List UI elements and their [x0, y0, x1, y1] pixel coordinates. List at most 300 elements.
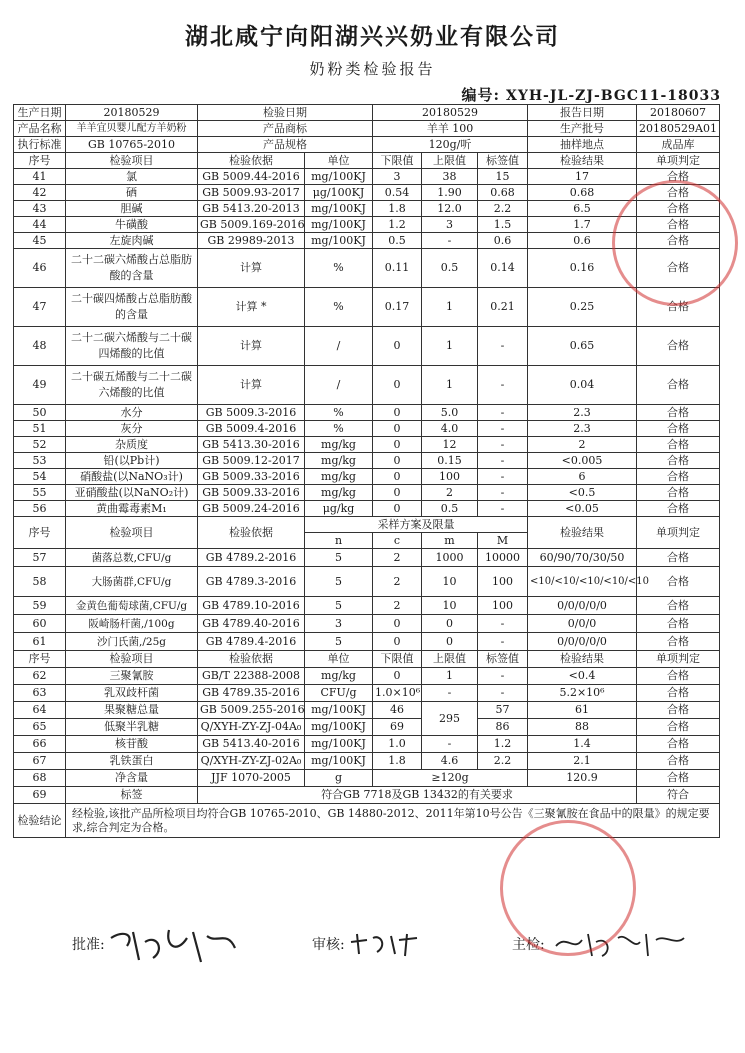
- column-header: 检验依据: [198, 517, 305, 549]
- header-row: [14, 651, 720, 668]
- table-cell: 3: [422, 217, 478, 233]
- table-cell: 12: [422, 437, 478, 453]
- table-cell: 0: [422, 633, 478, 651]
- table-cell: GB 5009.255-2016: [198, 702, 305, 719]
- table-cell: 0.5: [422, 501, 478, 517]
- info-label: 产品规格: [198, 137, 373, 153]
- table-cell: 44: [14, 217, 66, 233]
- column-sub-header: c: [373, 533, 422, 549]
- table-cell: 0/0/0/0/0: [528, 597, 637, 615]
- table-cell: 0: [373, 327, 422, 366]
- table-cell: 42: [14, 185, 66, 201]
- table-cell: mg/kg: [305, 437, 373, 453]
- table-cell: <0.005: [528, 453, 637, 469]
- table-row: [14, 770, 720, 787]
- info-row-2: [14, 121, 720, 137]
- table-cell: 牛磺酸: [66, 217, 198, 233]
- table-row: [14, 366, 720, 405]
- table-cell: 2.1: [528, 753, 637, 770]
- table-cell: 合格: [637, 288, 720, 327]
- table-row: [14, 453, 720, 469]
- table-cell: 硒: [66, 185, 198, 201]
- table-cell: 0: [373, 421, 422, 437]
- table-cell: -: [478, 501, 528, 517]
- net-content-limit: ≥120g: [373, 770, 528, 787]
- table-cell: 0.25: [528, 288, 637, 327]
- table-cell: 合格: [637, 201, 720, 217]
- table-cell: 硝酸盐(以NaNO₃计): [66, 469, 198, 485]
- table-cell: 2.3: [528, 405, 637, 421]
- table-cell: 亚硝酸盐(以NaNO₂计): [66, 485, 198, 501]
- table-cell: 0: [373, 501, 422, 517]
- table-row: [14, 437, 720, 453]
- table-cell: 6.5: [528, 201, 637, 217]
- table-cell: 合格: [637, 668, 720, 685]
- column-header: 上限值: [422, 153, 478, 169]
- info-value: GB 10765-2010: [66, 137, 198, 153]
- table-cell: 0/0/0/0/0: [528, 633, 637, 651]
- table-cell: 0.6: [478, 233, 528, 249]
- table-cell: 沙门氏菌,/25g: [66, 633, 198, 651]
- info-value: 20180529A01: [637, 121, 720, 137]
- table-cell: 1.0×10⁶: [373, 685, 422, 702]
- table-cell: 合格: [637, 685, 720, 702]
- table-row: [14, 421, 720, 437]
- physicochemical-section: [14, 153, 720, 517]
- table-cell: 57: [478, 702, 528, 719]
- table-cell: 合格: [637, 405, 720, 421]
- table-cell: 46: [373, 702, 422, 719]
- table-cell: 1000: [422, 549, 478, 567]
- column-header: 序号: [14, 153, 66, 169]
- table-cell: 合格: [637, 217, 720, 233]
- table-cell: 0: [422, 615, 478, 633]
- table-cell: 48: [14, 327, 66, 366]
- column-sub-header: M: [478, 533, 528, 549]
- info-row-3: [14, 137, 720, 153]
- table-cell: GB 5009.4-2016: [198, 421, 305, 437]
- table-cell: 0.6: [528, 233, 637, 249]
- table-row: [14, 217, 720, 233]
- column-header: 检验结果: [528, 517, 637, 549]
- table-cell: 0.16: [528, 249, 637, 288]
- table-cell: 0.65: [528, 327, 637, 366]
- info-value: 20180529: [66, 105, 198, 121]
- column-header: 采样方案及限量: [305, 517, 528, 533]
- table-cell: 1.8: [373, 753, 422, 770]
- table-cell: 合格: [637, 615, 720, 633]
- table-cell: 计算: [198, 327, 305, 366]
- table-cell: -: [478, 366, 528, 405]
- table-cell: 58: [14, 567, 66, 597]
- table-cell: GB 5009.169-2016: [198, 217, 305, 233]
- table-cell: mg/100KJ: [305, 233, 373, 249]
- table-cell: 0.54: [373, 185, 422, 201]
- inspector-label: 主检:: [512, 937, 545, 953]
- table-cell: 1.0: [373, 736, 422, 753]
- table-cell: 胆碱: [66, 201, 198, 217]
- table-cell: GB 29989-2013: [198, 233, 305, 249]
- table-cell: -: [478, 405, 528, 421]
- table-row: [14, 501, 720, 517]
- column-header: 检验项目: [66, 153, 198, 169]
- table-cell: 合格: [637, 421, 720, 437]
- table-cell: 0.04: [528, 366, 637, 405]
- table-cell: 合格: [637, 327, 720, 366]
- table-cell: 0: [373, 405, 422, 421]
- label-row: [14, 787, 720, 804]
- table-cell: <0.05: [528, 501, 637, 517]
- report-number-value: XYH-JL-ZJ-BGC11-18033: [505, 88, 721, 104]
- table-cell: mg/kg: [305, 453, 373, 469]
- table-cell: 0.21: [478, 288, 528, 327]
- table-cell: 0.5: [422, 249, 478, 288]
- table-cell: 0/0/0: [528, 615, 637, 633]
- table-cell: GB 5009.24-2016: [198, 501, 305, 517]
- table-cell: GB 5009.33-2016: [198, 485, 305, 501]
- table-row: [14, 327, 720, 366]
- table-cell: 大肠菌群,CFU/g: [66, 567, 198, 597]
- table-row: [14, 597, 720, 615]
- table-cell: 4.0: [422, 421, 478, 437]
- table-cell: 水分: [66, 405, 198, 421]
- table-cell: 5: [305, 633, 373, 651]
- table-cell: <0.5: [528, 485, 637, 501]
- column-sub-header: n: [305, 533, 373, 549]
- table-cell: 左旋肉碱: [66, 233, 198, 249]
- table-cell: 合格: [637, 549, 720, 567]
- table-cell: 2: [373, 567, 422, 597]
- report-table: [13, 104, 720, 838]
- table-cell: 65: [14, 719, 66, 736]
- table-row: [14, 233, 720, 249]
- table-cell: 合格: [637, 597, 720, 615]
- conclusion-section: [14, 804, 720, 838]
- table-cell: mg/100KJ: [305, 736, 373, 753]
- table-cell: <0.4: [528, 668, 637, 685]
- table-cell: 2: [373, 597, 422, 615]
- table-cell: GB 5413.40-2016: [198, 736, 305, 753]
- table-cell: 铅(以Pb计): [66, 453, 198, 469]
- table-cell: -: [478, 685, 528, 702]
- table-cell: 38: [422, 169, 478, 185]
- column-header: 检验结果: [528, 153, 637, 169]
- table-cell: -: [478, 615, 528, 633]
- table-cell: 10000: [478, 549, 528, 567]
- table-cell: -: [478, 421, 528, 437]
- table-cell: 10: [422, 567, 478, 597]
- table-cell: 69: [373, 719, 422, 736]
- table-cell: 黄曲霉毒素M₁: [66, 501, 198, 517]
- column-header: 单位: [305, 153, 373, 169]
- table-cell: 100: [478, 597, 528, 615]
- column-header: 检验项目: [66, 651, 198, 668]
- table-cell: 49: [14, 366, 66, 405]
- table-cell: GB 5009.12-2017: [198, 453, 305, 469]
- table-cell: 1.5: [478, 217, 528, 233]
- table-cell: %: [305, 405, 373, 421]
- table-cell: 合格: [637, 453, 720, 469]
- table-cell: 二十二碳六烯酸与二十碳四烯酸的比值: [66, 327, 198, 366]
- table-cell: 6: [528, 469, 637, 485]
- table-cell: 乳双歧杆菌: [66, 685, 198, 702]
- table-cell: 菌落总数,CFU/g: [66, 549, 198, 567]
- report-number-label: 编号:: [461, 86, 501, 104]
- table-cell: 0: [373, 485, 422, 501]
- table-cell: mg/100KJ: [305, 702, 373, 719]
- info-label: 产品名称: [14, 121, 66, 137]
- table-cell: 合格: [637, 501, 720, 517]
- table-cell: 5: [305, 567, 373, 597]
- shared-upper-limit: 295: [422, 702, 478, 736]
- table-cell: 净含量: [66, 770, 198, 787]
- table-cell: GB 4789.2-2016: [198, 549, 305, 567]
- column-header: 单项判定: [637, 153, 720, 169]
- table-cell: 2: [528, 437, 637, 453]
- info-row-1: [14, 105, 720, 121]
- table-cell: 57: [14, 549, 66, 567]
- table-cell: 3: [305, 615, 373, 633]
- table-cell: mg/100KJ: [305, 217, 373, 233]
- approve-signature: [105, 924, 245, 968]
- table-cell: 1.2: [373, 217, 422, 233]
- label-requirement: 符合GB 7718及GB 13432的有关要求: [198, 787, 637, 804]
- conclusion-text: 经检验,该批产品所检项目均符合GB 10765-2010、GB 14880-2012、2011年第10号公告《三聚氰胺在食品中的限量》的规定要求,综合判定为合格。: [66, 804, 720, 838]
- table-cell: 二十碳四烯酸占总脂肪酸的含量: [66, 288, 198, 327]
- table-row: [14, 685, 720, 702]
- info-label: 检验日期: [198, 105, 373, 121]
- table-cell: 合格: [637, 437, 720, 453]
- table-cell: 合格: [637, 702, 720, 719]
- table-cell: 5: [305, 597, 373, 615]
- other-items-section: [14, 651, 720, 804]
- table-cell: 100: [478, 567, 528, 597]
- report-number: [462, 84, 721, 105]
- column-header: 序号: [14, 517, 66, 549]
- column-sub-header: m: [422, 533, 478, 549]
- table-cell: 41: [14, 169, 66, 185]
- table-cell: 17: [528, 169, 637, 185]
- table-row: [14, 469, 720, 485]
- column-header: 序号: [14, 651, 66, 668]
- table-row: [14, 169, 720, 185]
- table-cell: 1.90: [422, 185, 478, 201]
- info-value: 羊羊宜贝婴儿配方羊奶粉: [66, 121, 198, 137]
- approve-label: 批准:: [72, 937, 105, 953]
- table-cell: 43: [14, 201, 66, 217]
- table-cell: /: [305, 366, 373, 405]
- column-header: 检验依据: [198, 651, 305, 668]
- column-header: 单项判定: [637, 517, 720, 549]
- table-row: [14, 719, 720, 736]
- table-cell: 68: [14, 770, 66, 787]
- table-cell: 120.9: [528, 770, 637, 787]
- table-cell: 0: [373, 668, 422, 685]
- table-cell: 2.2: [478, 753, 528, 770]
- table-cell: 53: [14, 453, 66, 469]
- table-cell: mg/kg: [305, 668, 373, 685]
- table-cell: 0.15: [422, 453, 478, 469]
- header-row: [14, 517, 720, 533]
- table-cell: 1.2: [478, 736, 528, 753]
- table-cell: 55: [14, 485, 66, 501]
- table-cell: 计算: [198, 249, 305, 288]
- table-cell: 乳铁蛋白: [66, 753, 198, 770]
- table-cell: Q/XYH-ZY-ZJ-02A₀: [198, 753, 305, 770]
- table-row: [14, 485, 720, 501]
- table-cell: 灰分: [66, 421, 198, 437]
- table-cell: 合格: [637, 185, 720, 201]
- column-header: 检验结果: [528, 651, 637, 668]
- info-value: 20180529: [373, 105, 528, 121]
- table-cell: 合格: [637, 719, 720, 736]
- table-cell: 杂质度: [66, 437, 198, 453]
- table-cell: μg/100KJ: [305, 185, 373, 201]
- table-cell: 合格: [637, 249, 720, 288]
- table-cell: GB/T 22388-2008: [198, 668, 305, 685]
- table-cell: 2.2: [478, 201, 528, 217]
- table-cell: 88: [528, 719, 637, 736]
- table-cell: 15: [478, 169, 528, 185]
- table-row: [14, 405, 720, 421]
- company-title: 湖北咸宁向阳湖兴兴奶业有限公司: [185, 23, 560, 50]
- table-cell: 合格: [637, 633, 720, 651]
- table-cell: 核苷酸: [66, 736, 198, 753]
- table-cell: GB 5009.44-2016: [198, 169, 305, 185]
- table-row: [14, 201, 720, 217]
- table-row: [14, 702, 720, 719]
- table-cell: 金黄色葡萄球菌,CFU/g: [66, 597, 198, 615]
- table-cell: 61: [528, 702, 637, 719]
- review-label: 审核:: [312, 937, 345, 953]
- table-row: [14, 668, 720, 685]
- table-cell: 合格: [637, 485, 720, 501]
- table-cell: 63: [14, 685, 66, 702]
- table-cell: 0: [373, 453, 422, 469]
- table-cell: mg/100KJ: [305, 169, 373, 185]
- table-cell: 阪崎肠杆菌,/100g: [66, 615, 198, 633]
- table-cell: -: [422, 685, 478, 702]
- column-header: 下限值: [373, 651, 422, 668]
- table-cell: 0.14: [478, 249, 528, 288]
- info-label: 执行标准: [14, 137, 66, 153]
- table-cell: GB 5413.20-2013: [198, 201, 305, 217]
- info-label: 抽样地点: [528, 137, 637, 153]
- table-cell: /: [305, 327, 373, 366]
- info-label: 报告日期: [528, 105, 637, 121]
- column-header: 上限值: [422, 651, 478, 668]
- table-cell: GB 5009.3-2016: [198, 405, 305, 421]
- table-cell: 0.5: [373, 233, 422, 249]
- table-cell: 氯: [66, 169, 198, 185]
- table-cell: 51: [14, 421, 66, 437]
- table-cell: mg/100KJ: [305, 201, 373, 217]
- table-cell: 60: [14, 615, 66, 633]
- table-cell: 46: [14, 249, 66, 288]
- table-cell: GB 5413.30-2016: [198, 437, 305, 453]
- table-cell: 符合: [637, 787, 720, 804]
- table-cell: 61: [14, 633, 66, 651]
- table-cell: -: [478, 485, 528, 501]
- table-cell: mg/kg: [305, 485, 373, 501]
- table-cell: 1.4: [528, 736, 637, 753]
- table-cell: 67: [14, 753, 66, 770]
- table-cell: 0: [373, 633, 422, 651]
- table-cell: -: [478, 453, 528, 469]
- table-cell: 4.6: [422, 753, 478, 770]
- signature-area: [0, 930, 745, 970]
- table-cell: <10/<10/<10/<10/<10: [528, 567, 637, 597]
- table-cell: 合格: [637, 770, 720, 787]
- table-cell: 54: [14, 469, 66, 485]
- table-cell: 合格: [637, 736, 720, 753]
- table-row: [14, 249, 720, 288]
- table-cell: 二十碳五烯酸与二十二碳六烯酸的比值: [66, 366, 198, 405]
- table-cell: 45: [14, 233, 66, 249]
- table-cell: JJF 1070-2005: [198, 770, 305, 787]
- info-label: 生产日期: [14, 105, 66, 121]
- table-cell: 5.0: [422, 405, 478, 421]
- table-cell: 标签: [66, 787, 198, 804]
- table-cell: g: [305, 770, 373, 787]
- info-section: [14, 105, 720, 153]
- table-row: [14, 615, 720, 633]
- table-row: [14, 549, 720, 567]
- table-cell: 合格: [637, 169, 720, 185]
- info-value: 成品库: [637, 137, 720, 153]
- table-cell: 66: [14, 736, 66, 753]
- table-cell: 二十二碳六烯酸占总脂肪酸的含量: [66, 249, 198, 288]
- table-cell: %: [305, 288, 373, 327]
- table-cell: 1.8: [373, 201, 422, 217]
- conclusion-label: 检验结论: [14, 804, 66, 838]
- table-cell: 59: [14, 597, 66, 615]
- table-cell: 2.3: [528, 421, 637, 437]
- table-cell: -: [478, 469, 528, 485]
- table-cell: 56: [14, 501, 66, 517]
- table-row: [14, 288, 720, 327]
- table-cell: 62: [14, 668, 66, 685]
- review-signature: [347, 930, 427, 960]
- table-cell: %: [305, 249, 373, 288]
- table-cell: 计算: [198, 366, 305, 405]
- table-cell: 12.0: [422, 201, 478, 217]
- table-cell: -: [478, 437, 528, 453]
- table-cell: GB 5009.93-2017: [198, 185, 305, 201]
- table-cell: 低聚半乳糖: [66, 719, 198, 736]
- conclusion-row: [14, 804, 720, 838]
- info-value: 120g/听: [373, 137, 528, 153]
- table-cell: 计算 *: [198, 288, 305, 327]
- table-cell: 3: [373, 169, 422, 185]
- table-row: [14, 185, 720, 201]
- table-cell: Q/XYH-ZY-ZJ-04A₀: [198, 719, 305, 736]
- info-label: 生产批号: [528, 121, 637, 137]
- table-cell: μg/kg: [305, 501, 373, 517]
- table-row: [14, 567, 720, 597]
- microbiology-section: [14, 517, 720, 651]
- table-cell: 100: [422, 469, 478, 485]
- table-row: [14, 736, 720, 753]
- inspector-signature: [552, 928, 692, 962]
- table-cell: -: [422, 736, 478, 753]
- table-cell: 三聚氰胺: [66, 668, 198, 685]
- info-value: 20180607: [637, 105, 720, 121]
- table-cell: GB 5009.33-2016: [198, 469, 305, 485]
- table-cell: 5: [305, 549, 373, 567]
- info-label: 产品商标: [198, 121, 373, 137]
- table-cell: 47: [14, 288, 66, 327]
